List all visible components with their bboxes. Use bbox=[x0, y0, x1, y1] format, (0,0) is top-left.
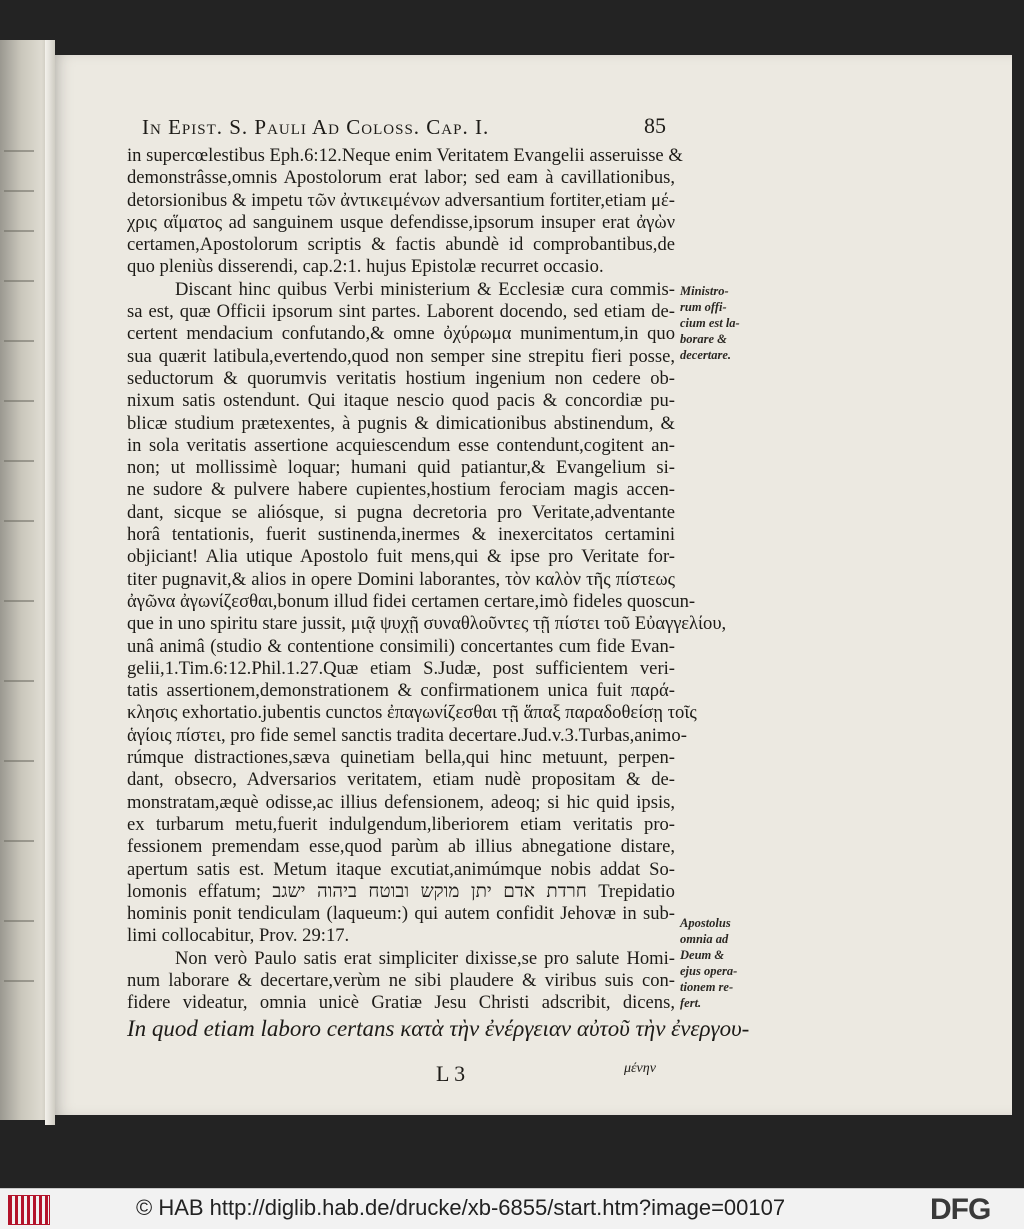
footer-bar bbox=[0, 1188, 1024, 1229]
marginal-note-line: decertare. bbox=[680, 348, 732, 362]
marginal-note-line: rum offi- bbox=[680, 300, 727, 314]
text-line: hominis ponit tendiculam (laqueum:) qui autem confidit Jehovæ in sub- bbox=[127, 903, 675, 925]
catchword: μένην bbox=[624, 1061, 656, 1076]
text-line: quo pleniùs disserendi, cap.2:1. hujus Epistolæ recurret occasio. bbox=[127, 256, 604, 278]
marginal-note-line: cium est la- bbox=[680, 316, 740, 330]
text-line: non; ut mollissimè loquar; humani quid patiantur,& Evangelium si- bbox=[127, 457, 675, 479]
text-line-final: In quod etiam laboro certans κατὰ τὴν ἐνέργειαν αὐτοῦ τὴν ἐνεργου- bbox=[127, 1015, 750, 1041]
marginal-note-line: omnia ad bbox=[680, 932, 729, 946]
dfg-logo: DFG bbox=[930, 1193, 991, 1226]
text-line: gelii,1.Tim.6:12.Phil.1.27.Quæ etiam S.Judæ, post sufficientem veri- bbox=[127, 657, 675, 679]
running-head: In Epist. S. Pauli Ad Coloss. Cap. I. bbox=[142, 115, 490, 139]
text-line: lomonis effatum; חרדת אדם יתן מוקש ובוטח ביהוה ישגב Trepidatio bbox=[127, 880, 675, 902]
text-line: seductorum & quorumvis veritatis hostium ingenium non cedere ob- bbox=[127, 367, 675, 389]
text-line: fessionem premendam esse,quod parùm ab illius abnegatione distare, bbox=[127, 836, 675, 858]
text-line: unâ animâ (studio & contentione consimili) concertantes cum fide Evan- bbox=[127, 635, 675, 657]
text-line: sa est, quæ Officii ipsorum sint partes. Laborent docendo, sed etiam de- bbox=[127, 301, 675, 323]
marginal-note-ministers bbox=[680, 283, 770, 363]
text-line: rúmque distractiones,sæva quinetiam bella,qui hinc metuunt, perpen- bbox=[127, 747, 675, 769]
book-page bbox=[52, 55, 1012, 1115]
text-line: sua quærit latibula,evertendo,quod non semper sine strepitu fieri posse, bbox=[127, 345, 675, 367]
text-line: fidere videatur, omnia unicè Gratiæ Jesu Christi adscribit, dicens, bbox=[127, 992, 675, 1014]
signature-mark: L 3 bbox=[436, 1061, 466, 1086]
page-number: 85 bbox=[644, 113, 666, 138]
text-line: dant, sicque se aliósque, si pugna decretoria pro Veritate,adventante bbox=[127, 501, 675, 523]
text-line: detorsionibus & impetu τῶν ἀντικειμένων adversantium fortiter,etiam μέ- bbox=[127, 189, 675, 211]
text-line: ex turbarum metu,fuerit indulgendum,liberiorem etiam veritatis pro- bbox=[127, 813, 675, 835]
text-line: monstratam,æquè odisse,ac illius defensionem, adeoq; si hic quid ipsis, bbox=[127, 791, 675, 813]
text-line: num laborare & decertare,verùm ne sibi plaudere & viribus suis con- bbox=[127, 969, 675, 991]
hab-logo-icon bbox=[8, 1195, 50, 1225]
footer-copyright-url[interactable]: © HAB http://diglib.hab.de/drucke/xb-6855/start.htm?image=00107 bbox=[136, 1195, 786, 1220]
marginal-note-line: ejus opera- bbox=[680, 964, 738, 978]
page-gutter bbox=[45, 40, 55, 1125]
marginal-note-apostle bbox=[680, 915, 770, 1011]
text-line: demonstrâsse,omnis Apostolorum erat labor; sed eam à cavillationibus, bbox=[127, 167, 675, 189]
text-line: certent mendacium confutando,& omne ὀχύρωμα munimentum,in quo bbox=[127, 323, 675, 345]
text-line: ἀγῶνα ἀγωνίζεσθαι,bonum illud fidei certamen certare,imò fideles quoscun- bbox=[127, 590, 696, 612]
text-line: Discant hinc quibus Verbi ministerium & Ecclesiæ cura commis- bbox=[175, 278, 675, 300]
marginal-note-line: fert. bbox=[680, 996, 702, 1010]
text-line: in sola veritatis assertione acquiescendum esse contendunt,cogitent an- bbox=[127, 434, 675, 456]
text-line: ne sudore & pulvere habere cupientes,hostium ferociam magis accen- bbox=[127, 479, 675, 501]
text-line: Non verò Paulo satis erat simpliciter dixisse,se pro salute Homi- bbox=[175, 947, 675, 969]
text-line: horâ tentationis, fuerit sustinenda,inermes & inexercitatos certamini bbox=[127, 524, 675, 546]
text-line: objiciant! Alia utique Apostolo fuit mens,qui & ipse pro Veritate for- bbox=[127, 546, 675, 568]
text-line: certamen,Apostolorum scriptis & factis abundè id comprobantibus,de bbox=[127, 234, 675, 256]
marginal-note-line: Apostolus bbox=[680, 916, 731, 930]
text-line: titer pugnavit,& alios in opere Domini laborantes, τὸν καλὸν τῆς πίστεως bbox=[127, 568, 675, 590]
marginal-note-line: borare & bbox=[680, 332, 727, 346]
text-line: dant, obsecro, Adversarios veritatem, etiam nudè propositam & de- bbox=[127, 769, 675, 791]
text-line: χρις αἵματος ad sanguinem usque defendisse,ipsorum insuper erat ἀγὼν bbox=[127, 211, 675, 233]
marginal-note-line: Ministro- bbox=[680, 284, 729, 298]
text-line: que in uno spiritu stare jussit, μιᾷ ψυχῇ συναθλοῦντες τῇ πίστει τοῦ Εὐαγγελίου, bbox=[127, 613, 727, 635]
text-line: in supercœlestibus Eph.6:12.Neque enim Veritatem Evangelii asseruisse & bbox=[127, 145, 683, 166]
text-line: limi collocabitur, Prov. 29:17. bbox=[127, 925, 350, 947]
text-line: blicæ studium prætexentes, à pugnis & dimicationibus abstinendum, & bbox=[127, 412, 675, 434]
text-line: κλησις exhortatio.jubentis cunctos ἐπαγωνίζεσθαι τῇ ἅπαξ παραδοθείσῃ τοῖς bbox=[127, 702, 697, 724]
marginal-note-line: tionem re- bbox=[680, 980, 734, 994]
text-line: apertum satis est. Metum itaque excutiat,animúmque nobis addat So- bbox=[127, 858, 675, 880]
text-line: tatis assertionem,demonstrationem & confirmationem unica fuit παρά- bbox=[127, 680, 675, 702]
marginal-note-line: Deum & bbox=[680, 948, 725, 962]
text-line: ἁγίοις πίστει, pro fide semel sanctis tradita decertare.Jud.v.3.Turbas,animo- bbox=[127, 724, 687, 746]
text-line: nixum satis ostendunt. Qui itaque nescio quod pacis & concordiæ pu- bbox=[127, 390, 675, 412]
